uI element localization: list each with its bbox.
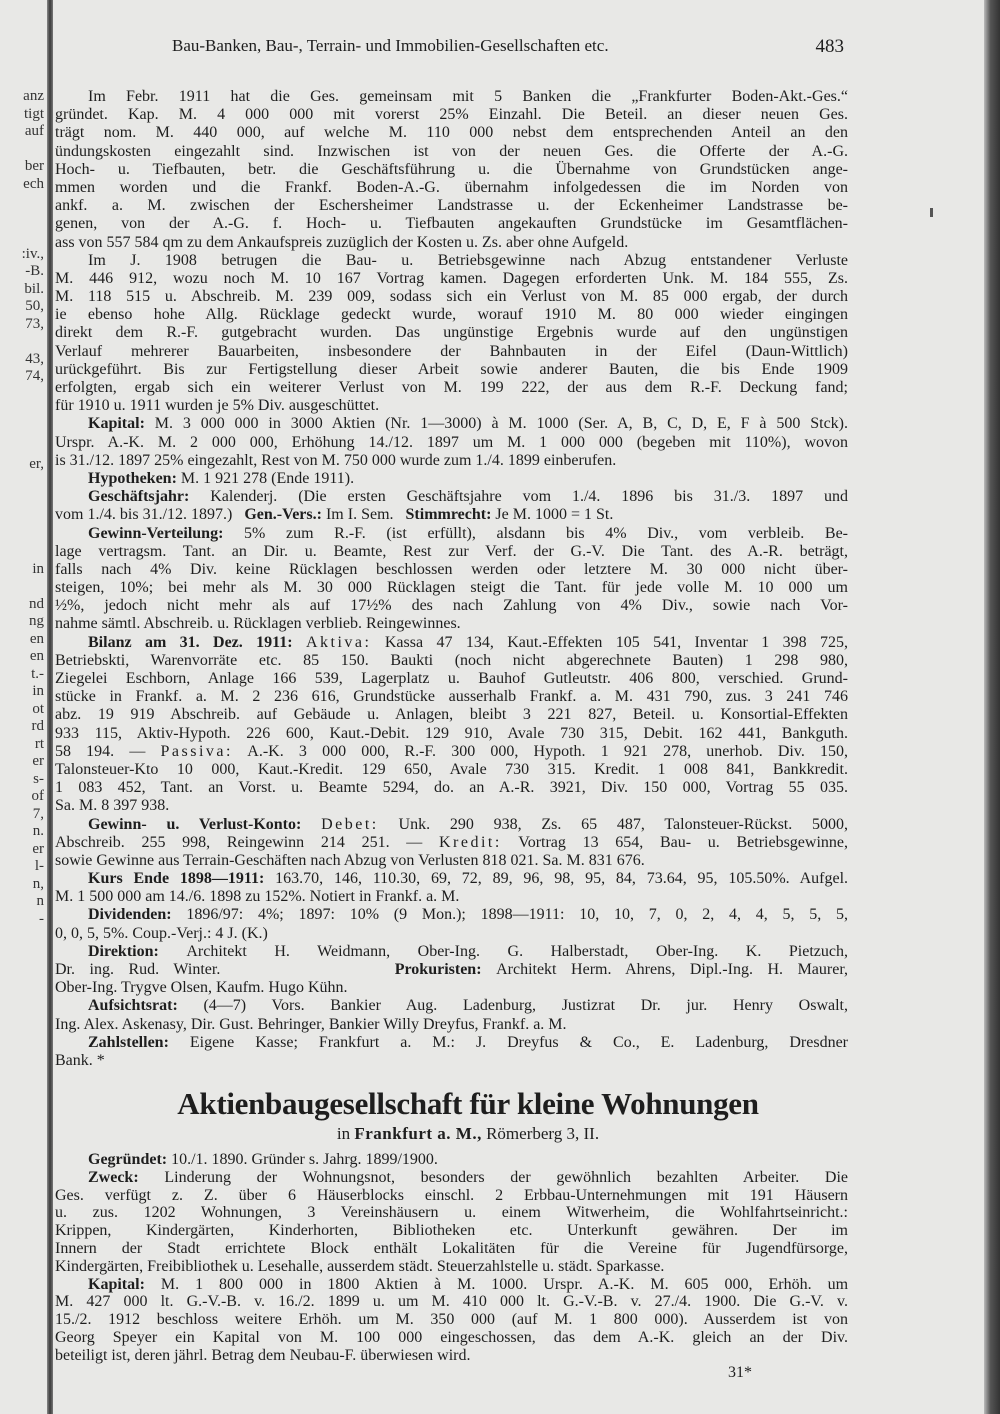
text-line — [55, 197, 848, 215]
text-line — [55, 1204, 848, 1222]
previous-page-margin-fragments — [0, 88, 44, 928]
text-line — [55, 124, 848, 142]
text-run: M. 118 515 u. Abschreib. M. 239 009, sodass sich ein Verlust von M. 85 000 ergab, der durch — [55, 288, 848, 306]
company-address: Römerberg 3, II. — [481, 1124, 600, 1143]
text-run: lage vertragsm. Tant. an Dir. u. Beamte, Rest zur Verf. der G.-V. Die Tant. des A.-R. beträgt, — [55, 542, 848, 560]
text-run: M. 1 800 000 in 1800 Aktien à M. 1000. Urspr. A.-K. M. 605 000, Erhöh. um — [160, 1275, 848, 1293]
text-line — [55, 234, 848, 252]
text-line — [55, 1016, 848, 1034]
text-line — [55, 652, 848, 670]
margin-fragment: - — [39, 910, 44, 927]
text-run: ie ebenso hohe Allg. Rücklage gedeckt wurde, worauf 1910 M. 80 000 wieder eingingen — [55, 306, 848, 324]
margin-fragment: er, — [29, 455, 44, 472]
text-run: Urspr. A.-K. M. 2 000 000, Erhöhung 14./12. 1897 um M. 1 000 000 (begeben mit 110%), wovon — [55, 433, 848, 451]
text-line — [55, 1347, 848, 1365]
section-label: Gewinn- u. Verlust-Konto: — [88, 815, 322, 833]
text-line — [55, 452, 848, 470]
text-run: Ges. verfügt z. Z. über 6 Häuserblocks einschl. 2 Erbbau-Unternehmungen mit 191 Häusern — [55, 1186, 848, 1204]
text-run: Architekt Herm. Ahrens, Dipl.-Ing. H. Maurer, — [496, 961, 848, 978]
margin-fragment: n — [36, 893, 44, 909]
text-run: gründet. Kap. M. 4 000 000 mit vorerst 25% Einzahl. Die Beteil. an dieser neuen Ges. — [55, 106, 848, 124]
text-run: Je M. 1000 = 1 St. — [495, 506, 614, 524]
text-run: vom 1./4. bis 31./12. 1897.) — [55, 506, 245, 524]
margin-fragment — [0, 193, 44, 211]
text-line — [55, 634, 848, 652]
text-line — [55, 343, 848, 361]
text-run: Betriebskti, Warenvorräte etc. 85 150. Baukti (noch nicht abgerechnete Bauten) 1 298 980, — [55, 651, 848, 669]
text-run: Im J. 1908 betrugen die Bau- u. Betriebsgewinne nach Abzug entstandener Verluste — [88, 251, 848, 269]
page-binding-edge — [47, 0, 53, 1414]
text-line — [55, 943, 848, 961]
margin-fragment: ot — [32, 700, 44, 717]
margin-fragment: of — [31, 788, 44, 804]
text-line — [55, 670, 848, 688]
text-run: Ziegelei Eschborn, Anlage 166 539, Lagerplatz u. Bauhof Gutleutstr. 406 800, verschied. Grund- — [55, 670, 848, 687]
text-run: Ing. Alex. Askenasy, Dir. Gust. Behringer, Bankier Willy Dreyfus, Frankf. a. M. — [55, 1015, 567, 1033]
text-line — [55, 688, 848, 706]
margin-fragment — [0, 438, 44, 456]
text-line — [55, 1169, 848, 1187]
text-run: 10./1. 1890. Gründer s. Jahrg. 1899/1900. — [171, 1151, 438, 1168]
page-number: 483 — [815, 36, 844, 57]
text-run: A.-K. 3 000 000, R.-F. 300 000, Hypoth. 1 921 278, unerhob. Div. 150, — [232, 742, 848, 760]
text-run: Talonsteuer-Kto 10 000, Kaut.-Kredit. 129 650, Avale 730 315. Kredit. 1 008 841, Bankkredit. — [55, 760, 848, 778]
section-label: Dividenden: — [88, 906, 187, 924]
scan-speck — [930, 208, 933, 217]
text-run: Kalenderj. (Die ersten Geschäftsjahre vom 1./4. 1896 bis 31./3. 1897 und — [210, 488, 848, 506]
text-run: falls nach 4% Div. keine Rücklagen beschlossen werden oder letztere M. 30 000 nicht über- — [55, 560, 848, 578]
text-line — [55, 997, 848, 1015]
margin-fragment — [0, 578, 44, 596]
margin-fragment: er — [32, 840, 44, 857]
text-run: Ober-Ing. Trygve Olsen, Kaufm. Hugo Kühn. — [55, 979, 348, 997]
margin-fragment: en — [29, 648, 44, 664]
text-line — [55, 361, 848, 379]
company-city: Frankfurt a. M., — [354, 1124, 482, 1143]
text-run: für 1910 u. 1911 wurden je 5% Div. ausgeschüttet. — [55, 397, 380, 415]
margin-fragment — [0, 211, 44, 229]
margin-fragment: bil. — [24, 280, 44, 297]
margin-fragment: er — [32, 753, 44, 769]
text-run: Krippen, Kindergärten, Kinderhorten, Bibliotheken etc. Unterkunft gewähren. Der im — [55, 1222, 848, 1240]
margin-fragment: en — [29, 630, 44, 647]
text-line — [55, 706, 848, 724]
spaced-label: Kredit: — [438, 833, 502, 851]
text-run: Hoch- u. Tiefbauten, betr. die Geschäftsführung u. die Übernahme von Grundstücken ange- — [55, 160, 848, 178]
text-run: 163.70, 146, 110.30, 69, 72, 89, 96, 98, 95, 84, 73.64, 95, 105.50%. Aufgel. — [275, 870, 848, 888]
article-body-continued — [55, 88, 848, 1070]
text-run: stücke in Frankf. a. M. 2 236 616, Grundstücke ausserhalb Frankf. a. M. 431 790, zus. 3 241 746 — [55, 688, 848, 706]
text-run: abz. 19 919 Abschreib. auf Gebäude u. Anlagen, bleibt 3 221 827, Beteil. u. Konsortial-Effekten — [55, 706, 848, 724]
section-label: Prokuristen: — [394, 961, 497, 978]
text-run: is 31./12. 1897 25% eingezahlt, Rest von M. 750 000 wurde zum 1./4. 1899 einberufen. — [55, 451, 617, 469]
text-run: 933 115, Aktiv-Hypoth. 226 600, Kaut.-Debit. 129 910, Avale 730 315, Debit. 162 441, Bankguth. — [55, 724, 848, 742]
section-label: Gen.-Vers.: — [244, 506, 326, 524]
text-run: Vortrag 13 654, Bau- u. Betriebsgewinne, — [501, 833, 848, 851]
text-run: Kindergärten, Freibibliothek u. Lesehalle, ausserdem städt. Steuerzahlstelle u. städt. Sparkasse. — [55, 1257, 665, 1275]
margin-fragment — [0, 421, 44, 439]
margin-fragment — [0, 543, 44, 561]
text-line — [55, 761, 848, 779]
text-run: M. 1 500 000 am 14./6. 1898 zu 152%. Notiert in Frankf. a. M. — [55, 888, 460, 906]
text-run: 5% zum R.-F. (ist erfüllt), alsdann bis 4% Div., vom verbleib. Be- — [244, 524, 848, 542]
margin-fragment: tigt — [23, 105, 44, 122]
text-line — [55, 870, 848, 888]
text-line — [55, 179, 848, 197]
margin-fragment: s- — [33, 770, 44, 787]
location-prefix: in — [336, 1124, 355, 1143]
margin-fragment: in — [32, 560, 44, 577]
text-line — [55, 306, 848, 324]
text-line — [55, 270, 848, 288]
text-line — [55, 561, 848, 579]
section-label: Direktion: — [88, 942, 187, 960]
margin-fragment — [0, 491, 44, 509]
text-line — [55, 488, 848, 506]
text-line — [55, 1293, 848, 1311]
section-label: Bilanz am 31. Dez. 1911: — [88, 633, 306, 651]
text-line — [55, 161, 848, 179]
company-location — [88, 1124, 848, 1144]
text-line — [55, 906, 848, 924]
text-run: erfolgten, ergab sich ein weiterer Verlust von M. 199 222, der aus dem R.-F. Deckung fand; — [55, 379, 848, 396]
text-run: mmen worden und die Frankf. Boden-A.-G. übernahm infolgedessen die im Norden von — [55, 178, 848, 196]
section-label: Gewinn-Verteilung: — [88, 524, 245, 542]
section-label: Stimmrecht: — [405, 506, 496, 524]
margin-fragment: ech — [23, 175, 44, 192]
text-line — [55, 543, 848, 561]
margin-fragment: ng — [29, 613, 44, 629]
margin-fragment — [0, 508, 44, 526]
text-line — [55, 1151, 848, 1169]
text-run: Abschreib. 255 998, Reingewinn 214 251. — — [55, 833, 439, 851]
text-line — [55, 1311, 848, 1329]
text-run: M. 446 912, wozu noch M. 10 167 Vortrag kamen. Dagegen erforderten Unk. M. 184 555, Zs. — [55, 269, 848, 287]
margin-fragment: 74, — [25, 368, 44, 384]
text-line — [55, 925, 848, 943]
margin-fragment — [0, 333, 44, 351]
text-run: Georg Speyer ein Kapital von M. 100 000 eingeschossen, das dem A.-K. gleich an der Div. — [55, 1328, 848, 1346]
text-line — [55, 979, 848, 997]
text-run: Verlauf mehrerer Bauarbeiten, insbesondere der Bahnbauten in der Eifel (Daun-Wittlich) — [55, 342, 848, 360]
text-run: direkt dem R.-F. gutgebracht wurden. Das ungünstige Ergebnis wurde auf den ungünstigen — [55, 324, 848, 342]
text-run: trägt nom. M. 440 000, auf welche M. 110 000 nebst dem entsprechenden Anteil an den — [55, 124, 848, 142]
margin-fragment: -B. — [25, 263, 44, 279]
text-line — [55, 743, 848, 761]
text-line — [55, 579, 848, 597]
text-run: beteiligt ist, deren jährl. Betrag dem Neubau-F. überwiesen wird. — [55, 1346, 471, 1364]
margin-fragment: 43, — [25, 350, 44, 367]
section-label: Gegründet: — [88, 1151, 172, 1168]
section-label: Aufsichtsrat: — [88, 997, 204, 1015]
text-run: Eigene Kasse; Frankfurt a. M.: J. Dreyfus & Co., E. Ladenburg, Dresdner — [189, 1033, 848, 1051]
section-label: Hypotheken: — [88, 469, 181, 487]
margin-fragment: 50, — [25, 298, 44, 314]
text-run: nahme sämtl. Abschreib. u. Rücklagen verblieb. Reingewinnes. — [55, 615, 461, 633]
text-line — [55, 816, 848, 834]
text-line — [55, 852, 848, 870]
section-label: Kapital: — [88, 415, 155, 433]
spaced-label: Passiva: — [160, 742, 233, 760]
text-run: 15./2. 1912 beschloss weitere Erhöh. um M. 350 000 (auf M. 1 800 000). Ausserdem ist von — [55, 1311, 848, 1329]
margin-fragment: n, — [32, 875, 44, 892]
text-line — [55, 288, 848, 306]
margin-fragment: rd — [31, 718, 44, 734]
text-run: urückgeführt. Bis zur Fertigstellung dieser Arbeit sowie anderer Bauten, die bis Ende 1909 — [55, 360, 848, 378]
text-line — [55, 106, 848, 124]
running-header-title: Bau-Banken, Bau-, Terrain- und Immobilien-Gesellschaften etc. — [172, 36, 609, 55]
text-line — [55, 88, 848, 106]
text-line — [55, 961, 848, 979]
text-run: 58 194. — — [55, 742, 161, 760]
text-line — [55, 725, 848, 743]
text-run: Linderung der Wohnungsnot, besonders der gewöhnlich bezahlten Arbeiter. Die — [164, 1168, 848, 1186]
text-line — [55, 1052, 848, 1070]
text-run: ass von 557 584 qm zu dem Ankaufspreis zuzüglich der Kosten u. Zs. aber ohne Aufgeld. — [55, 233, 629, 251]
text-line — [55, 615, 848, 633]
margin-fragment: rt — [34, 735, 44, 752]
margin-fragment: n. — [32, 823, 44, 839]
text-line — [55, 379, 848, 397]
text-line — [55, 415, 848, 433]
margin-fragment — [0, 228, 44, 246]
text-line — [55, 143, 848, 161]
text-run: ankf. a. M. zwischen der Eschersheimer Landstrasse u. der Eckenheimer Landstrasse be- — [55, 197, 848, 215]
section-label: Zweck: — [88, 1168, 165, 1186]
company-entry-body — [55, 1151, 848, 1365]
text-line — [55, 779, 848, 797]
margin-fragment: t.- — [31, 665, 44, 682]
page-right-edge — [984, 0, 1000, 1414]
text-run: (4—7) Vors. Bankier Aug. Ladenburg, Justizrat Dr. jur. Henry Oswalt, — [203, 997, 848, 1015]
text-run: ündungskosten eingezahlt sind. Inzwischen ist von der neuen Ges. die Offerte der A.-G. — [55, 142, 848, 160]
margin-fragment: anz — [23, 88, 44, 104]
text-run: Im I. Sem. — [325, 506, 406, 524]
text-line — [55, 434, 848, 452]
text-line — [55, 1222, 848, 1240]
margin-fragment — [0, 403, 44, 421]
text-run: Unk. 290 938, Zs. 65 487, Talonsteuer-Rückst. 5000, — [378, 815, 848, 833]
text-run: u. zus. 1202 Wohnungen, 3 Vereinshäusern u. einem Witwerheim, die Wohlfahrtseinricht.: — [55, 1204, 848, 1222]
text-line — [55, 324, 848, 342]
text-run: 0, 0, 5, 5%. Coup.-Verj.: 4 J. (K.) — [55, 924, 268, 942]
company-title: Aktienbaugesellschaft für kleine Wohnungen — [177, 1086, 759, 1121]
text-line — [55, 1034, 848, 1052]
text-line — [55, 1258, 848, 1276]
text-line — [55, 888, 848, 906]
margin-fragment — [0, 386, 44, 404]
text-line — [55, 797, 848, 815]
section-label: Geschäftsjahr: — [88, 488, 211, 506]
text-run: M. 427 000 lt. G.-V.-B. v. 16./2. 1899 u. um M. 410 000 lt. G.-V.-B. v. 27./4. 1900. Die G.-V. v. — [55, 1293, 848, 1311]
text-line — [55, 215, 848, 233]
margin-fragment — [0, 526, 44, 544]
margin-fragment: 73, — [25, 315, 44, 332]
text-line — [55, 525, 848, 543]
section-label: Zahlstellen: — [88, 1033, 190, 1051]
margin-fragment — [0, 473, 44, 491]
text-run: Dr. ing. Rud. Winter. — [55, 961, 395, 978]
text-run: Innern der Stadt errichtete Block enthält Lokalitäten für die Vereine für Jugendfürsorge, — [55, 1239, 848, 1257]
text-line — [55, 1187, 848, 1205]
spaced-label: Aktiva: — [305, 633, 372, 651]
text-run: steigen, 10%; bei mehr als M. 30 000 Rücklagen steigt die Tant. für jede volle M. 10 000 um — [55, 579, 848, 597]
text-run: 1896/97: 4%; 1897: 10% (9 Mon.); 1898—1911: 10, 10, 7, 0, 2, 4, 4, 5, 5, 5, — [186, 906, 848, 924]
section-label: Kapital: — [88, 1275, 161, 1293]
margin-fragment: in — [32, 683, 44, 699]
text-run: sowie Gewinne aus Terrain-Geschäften nach Abzug von Verlusten 818 021. Sa. M. 831 676. — [55, 851, 645, 869]
signature-mark: 31* — [728, 1364, 752, 1381]
margin-fragment: 7, — [32, 805, 44, 822]
text-line — [55, 397, 848, 415]
text-run: Sa. M. 8 397 938. — [55, 797, 170, 815]
section-label: Kurs Ende 1898—1911: — [88, 870, 276, 888]
margin-fragment: ber — [24, 158, 44, 174]
text-run: M. 3 000 000 in 3000 Aktien (Nr. 1—3000) à M. 1000 (Ser. A, B, C, D, E, F à 500 Stck). — [154, 415, 848, 433]
text-line — [55, 252, 848, 270]
spaced-label: Debet: — [321, 815, 379, 833]
text-line — [55, 506, 848, 524]
text-line — [55, 470, 848, 488]
margin-fragment: auf — [24, 123, 44, 139]
text-line — [55, 1240, 848, 1258]
margin-fragment: nd — [29, 595, 44, 612]
text-run: 1 083 452, Tant. an Vorst. u. Beamte 5294, do. an A.-R. 3921, Div. 150 000, Vortrag 55 035. — [55, 779, 848, 797]
text-line — [55, 834, 848, 852]
text-run: Im Febr. 1911 hat die Ges. gemeinsam mit 5 Banken die „Frankfurter Boden-Akt.-Ges.“ — [88, 88, 848, 105]
text-run: M. 1 921 278 (Ende 1911). — [180, 469, 355, 487]
margin-fragment: :iv., — [21, 245, 44, 262]
text-run: genen, von der A.-G. f. Hoch- u. Tiefbauten angekauften Grundstücke im Gesamtflächen- — [55, 215, 848, 233]
text-run: Architekt H. Weidmann, Ober-Ing. G. Halberstadt, Ober-Ing. K. Pietzuch, — [186, 942, 848, 960]
margin-fragment: l- — [34, 858, 44, 874]
text-run: ½%, jedoch nicht mehr als auf 17½% des nach Zahlung von 4% Div., sowie nach Vor- — [55, 597, 848, 615]
margin-fragment — [0, 141, 44, 159]
text-run: Kassa 47 134, Kaut.-Effekten 105 541, Inventar 1 398 725, — [371, 633, 848, 651]
text-line — [55, 597, 848, 615]
text-line — [55, 1276, 848, 1294]
text-run: Bank. * — [55, 1051, 105, 1069]
text-line — [55, 1329, 848, 1347]
